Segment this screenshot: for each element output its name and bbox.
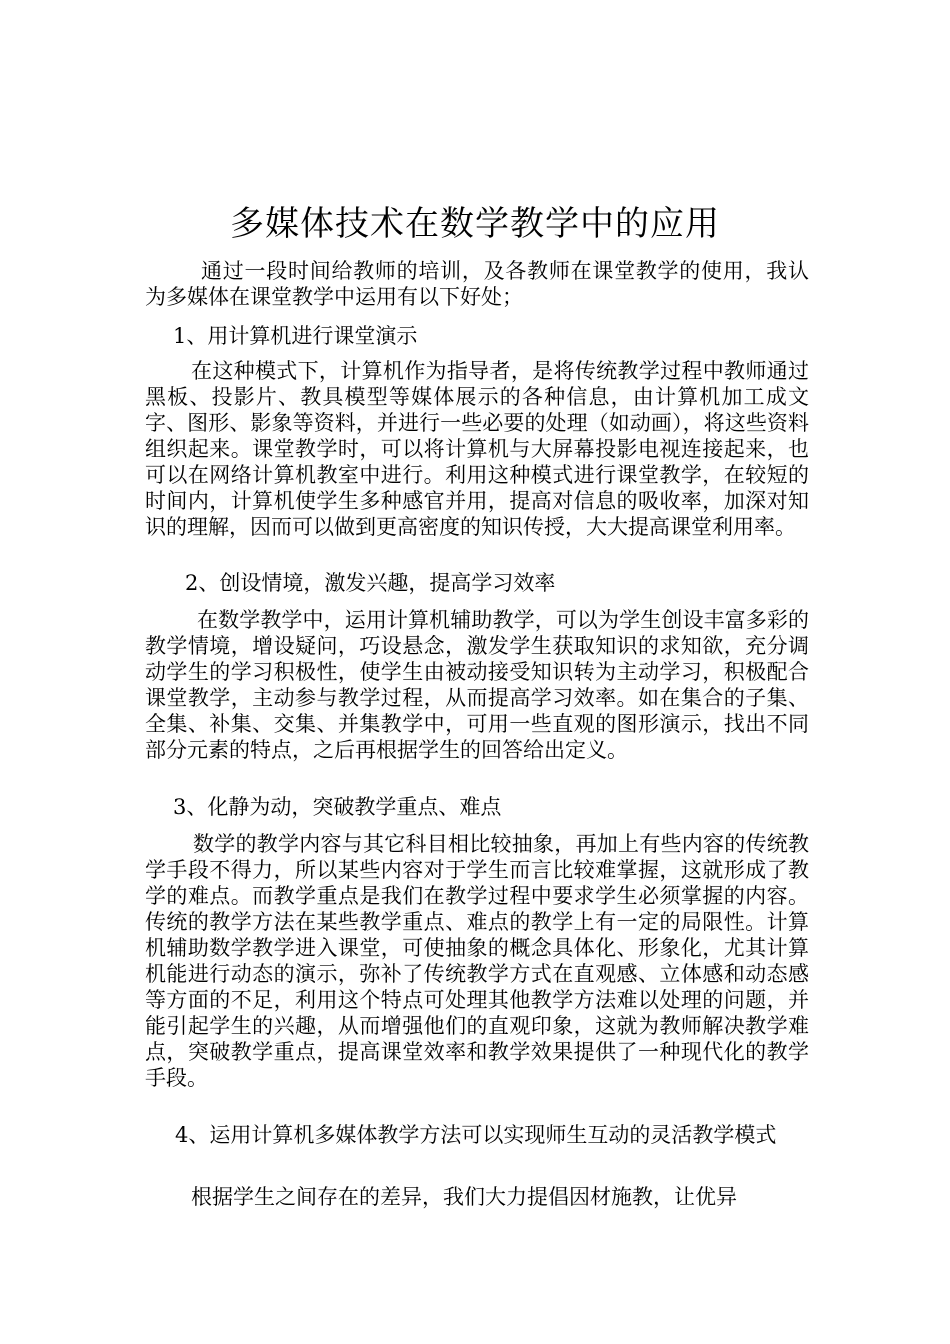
section-2-body: 在数学教学中，运用计算机辅助教学，可以为学生创设丰富多彩的教学情境，增设疑问，巧设悬念，激发学生获取知识的求知欲，充分调动学生的学习积极性，使学生由被动接受知识转为主动学习，积极配合课堂教学，主动参与教学过程，从而提高学习效率。如在集合的子集、全集、补集、交集、并集教学中，可用一些直观的图形演示，找出不同部分元素的特点，之后再根据学生的回答给出定义。 [145,608,809,762]
section-1-body: 在这种模式下，计算机作为指导者，是将传统教学过程中教师通过黑板、投影片、教具模型等媒体展示的各种信息，由计算机加工成文字、图形、影象等资料，并进行一些必要的处理（如动画），将这些资料组织起来。课堂教学时，可以将计算机与大屏幕投影电视连接起来，也可以在网络计算机教室中进行。利用这种模式进行课堂教学，在较短的时间内，计算机使学生多种感官并用，提高对信息的吸收率，加深对知识的理解，因而可以做到更高密度的知识传授，大大提高课堂利用率。 [145,359,809,539]
section-2-heading: 2、创设情境，激发兴趣，提高学习效率 [185,571,556,595]
section-4-heading: 4、运用计算机多媒体教学方法可以实现师生互动的灵活教学模式 [175,1123,777,1147]
intro-paragraph: 通过一段时间给教师的培训，及各教师在课堂教学的使用，我认为多媒体在课堂教学中运用有以下好处； [145,259,809,309]
section-1-heading: 1、用计算机进行课堂演示 [173,324,418,348]
section-3-body: 数学的教学内容与其它科目相比较抽象，再加上有些内容的传统教学手段不得力，所以某些内容对于学生而言比较难掌握，这就形成了教学的难点。而教学重点是我们在教学过程中要求学生必须掌握的内容。传统的教学方法在某些教学重点、难点的教学上有一定的局限性。计算机辅助数学教学进入课堂，可使抽象的概念具体化、形象化，尤其计算机能进行动态的演示，弥补了传统教学方式在直观感、立体感和动态感等方面的不足，利用这个特点可处理其他教学方法难以处理的问题，并能引起学生的兴趣，从而增强他们的直观印象，这就为教师解决教学难点，突破教学重点，提高课堂效率和教学效果提供了一种现代化的教学手段。 [145,832,809,1090]
document-title: 多媒体技术在数学教学中的应用 [230,204,720,244]
section-3-heading: 3、化静为动，突破教学重点、难点 [173,795,502,819]
section-4-body: 根据学生之间存在的差异，我们大力提倡因材施教，让优异 [191,1185,737,1209]
